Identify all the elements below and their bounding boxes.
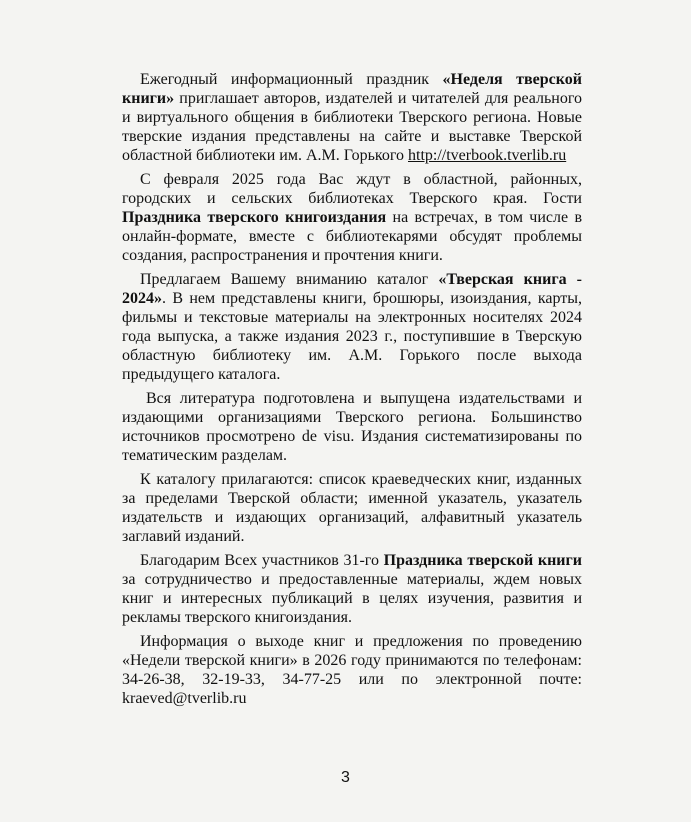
- festival-name-bold: Праздника тверского книгоиздания: [122, 209, 387, 226]
- event-name-bold: «Неделя тверской книги»: [122, 71, 582, 107]
- paragraph-2: С февраля 2025 года Вас ждут в областной, районных, городских и сельских библиотеках Тверского края. Гости Праздника тверского книгоиздания на встречах, в том числе в онлайн-формате, вместе с библиотекарями обсудят проблемы создания, распространения и прочтения книги.: [122, 171, 582, 264]
- tverbook-link[interactable]: http://tverbook.tverlib.ru: [408, 147, 567, 164]
- paragraph-3: Предлагаем Вашему вниманию каталог «Тверская книга - 2024». В нем представлены книги, брошюры, изоиздания, карты, фильмы и текстовые материалы на электронных носителях 2024 года выпуска, а также издания 2023 г., поступившие в Тверскую областную библиотеку им. А.М. Горького после выхода предыдущего каталога.: [122, 271, 583, 383]
- catalog-title-bold: «Тверская книга - 2024»: [122, 271, 583, 307]
- festival-31-bold: Праздника тверской книги: [383, 552, 582, 569]
- paragraph-7: Информация о выходе книг и предложения по проведению «Недели тверской книги» в 2026 году принимаются по телефонам: 34-26-38, 32-19-33, 34-77-25 или по электронной почте: kraeved@tverlib.ru: [122, 633, 582, 707]
- paragraph-6: Благодарим Всех участников 31-го Праздника тверской книги за сотрудничество и предоставленные материалы, ждем новых книг и интересных публикаций в целях изучения, развития и рекламы тверского книгоиздания.: [122, 552, 582, 626]
- paragraph-1: Ежегодный информационный праздник «Неделя тверской книги» приглашает авторов, издателей и читателей для реального и виртуального общения в библиотеки Тверского региона. Новые тверские издания представлены на сайте и выставке Тверской областной библиотеки им. А.М. Горького http://tverbook.tverlib.ru: [122, 71, 582, 164]
- document-body: [122, 70, 582, 713]
- page-number: 3: [341, 769, 350, 786]
- paragraph-5: К каталогу прилагаются: список краеведческих книг, изданных за пределами Тверской области; именной указатель, указатель издательств и издающих организаций, алфавитный указатель заглавий изданий.: [122, 471, 582, 545]
- paragraph-4: Вся литература подготовлена и выпущена издательствами и издающими организациями Тверского региона. Большинство источников просмотрено de visu. Издания систематизированы по тематическим разделам.: [122, 390, 582, 464]
